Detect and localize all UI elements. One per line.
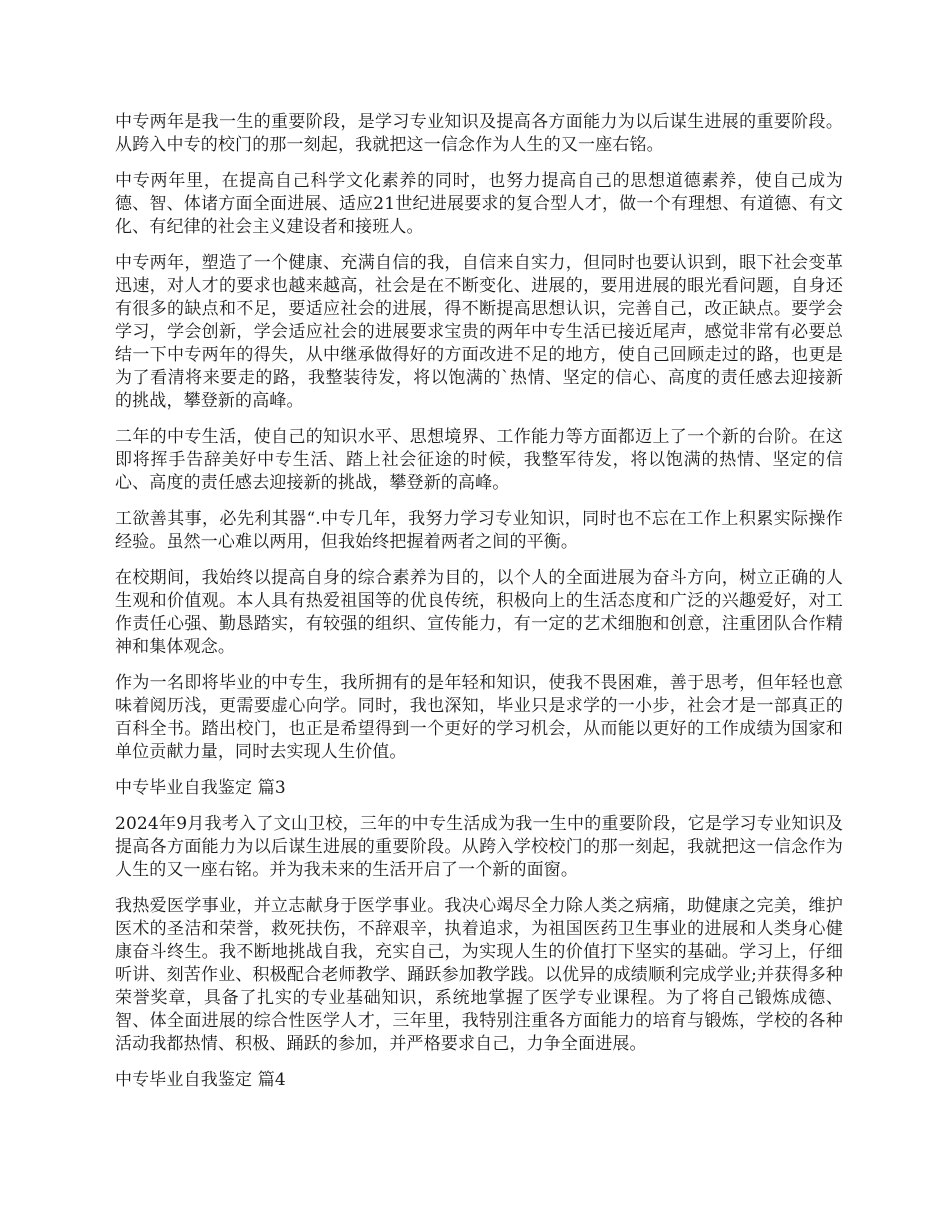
paragraph-9: 我热爱医学事业，并立志献身于医学事业。我决心竭尽全力除人类之病痛，助健康之完美，维护医术的圣洁和荣誉，救死扶伤，不辞艰辛，执着追求，为祖国医药卫生事业的进展和人类身心健康奋斗终生。我不断地挑战自我，充实自己，为实现人生的价值打下坚实的基础。学习上，仔细听讲、刻苦作业、积极配合老师教学、踊跃参加教学践。以优异的成绩顺利完成学业;并获得多种荣誉奖章，具备了扎实的专业基础知识，系统地掌握了医学专业课程。为了将自己锻炼成德、智、体全面进展的综合性医学人才，三年里，我特别注重各方面能力的培育与锻炼，学校的各种活动我都热情、积极、踊跃的参加，并严格要求自己，力争全面进展。 — [115, 896, 843, 1054]
document-page — [115, 111, 843, 1105]
section-heading-4: 中专毕业自我鉴定 篇4 — [115, 1070, 286, 1090]
section-heading-3: 中专毕业自我鉴定 篇3 — [115, 778, 286, 798]
paragraph-1: 中专两年是我一生的重要阶段，是学习专业知识及提高各方面能力为以后谋生进展的重要阶段。从跨入中专的校门的那一刻起，我就把这一信念作为人生的又一座右铭。 — [115, 112, 843, 155]
paragraph-8: 2024年9月我考入了文山卫校，三年的中专生活成为我一生中的重要阶段，它是学习专业知识及提高各方面能力为以后谋生进展的重要阶段。从跨入学校校门的那一刻起，我就把这一信念作为人生的又一座右铭。并为我未来的生活开启了一个新的面窗。 — [115, 814, 843, 880]
paragraph-7: 作为一名即将毕业的中专生，我所拥有的是年轻和知识，使我不畏困难，善于思考，但年轻也意味着阅历浅，更需要虚心向学。同时，我也深知，毕业只是求学的一小步，社会才是一部真正的百科全书。踏出校门，也正是希望得到一个更好的学习机会，从而能以更好的工作成绩为国家和单位贡献力量，同时去实现人生价值。 — [115, 673, 843, 762]
paragraph-6: 在校期间，我始终以提高自身的综合素养为目的，以个人的全面进展为奋斗方向，树立正确的人生观和价值观。本人具有热爱祖国等的优良传统，积极向上的生活态度和广泛的兴趣爱好，对工作责任心强、勤恳踏实，有较强的组织、宣传能力，有一定的艺术细胞和创意，注重团队合作精神和集体观念。 — [115, 568, 843, 657]
paragraph-5: 工欲善其事，必先利其器“.中专几年，我努力学习专业知识，同时也不忘在工作上积累实际操作经验。虽然一心难以两用，但我始终把握着两者之间的平衡。 — [115, 509, 843, 552]
paragraph-3: 中专两年，塑造了一个健康、充满自信的我，自信来自实力，但同时也要认识到，眼下社会变革迅速，对人才的要求也越来越高，社会是在不断变化、进展的，要用进展的眼光看问题，自身还有很多的缺点和不足，要适应社会的进展，得不断提高思想认识，完善自己，改正缺点。要学会学习，学会创新，学会适应社会的进展要求宝贵的两年中专生活已接近尾声，感觉非常有必要总结一下中专两年的得失，从中继承做得好的方面改进不足的地方，使自己回顾走过的路，也更是为了看清将来要走的路，我整装待发，将以饱满的`热情、坚定的信心、高度的责任感去迎接新的挑战，攀登新的高峰。 — [115, 253, 843, 411]
paragraph-2: 中专两年里，在提高自己科学文化素养的同时，也努力提高自己的思想道德素养，使自己成为德、智、体诸方面全面进展、适应21世纪进展要求的复合型人才，做一个有理想、有道德、有文化、有纪律的社会主义建设者和接班人。 — [115, 171, 843, 237]
paragraph-4: 二年的中专生活，使自己的知识水平、思想境界、工作能力等方面都迈上了一个新的台阶。在这即将挥手告辞美好中专生活、踏上社会征途的时候，我整军待发，将以饱满的热情、坚定的信心、高度的责任感去迎接新的挑战，攀登新的高峰。 — [115, 427, 843, 493]
